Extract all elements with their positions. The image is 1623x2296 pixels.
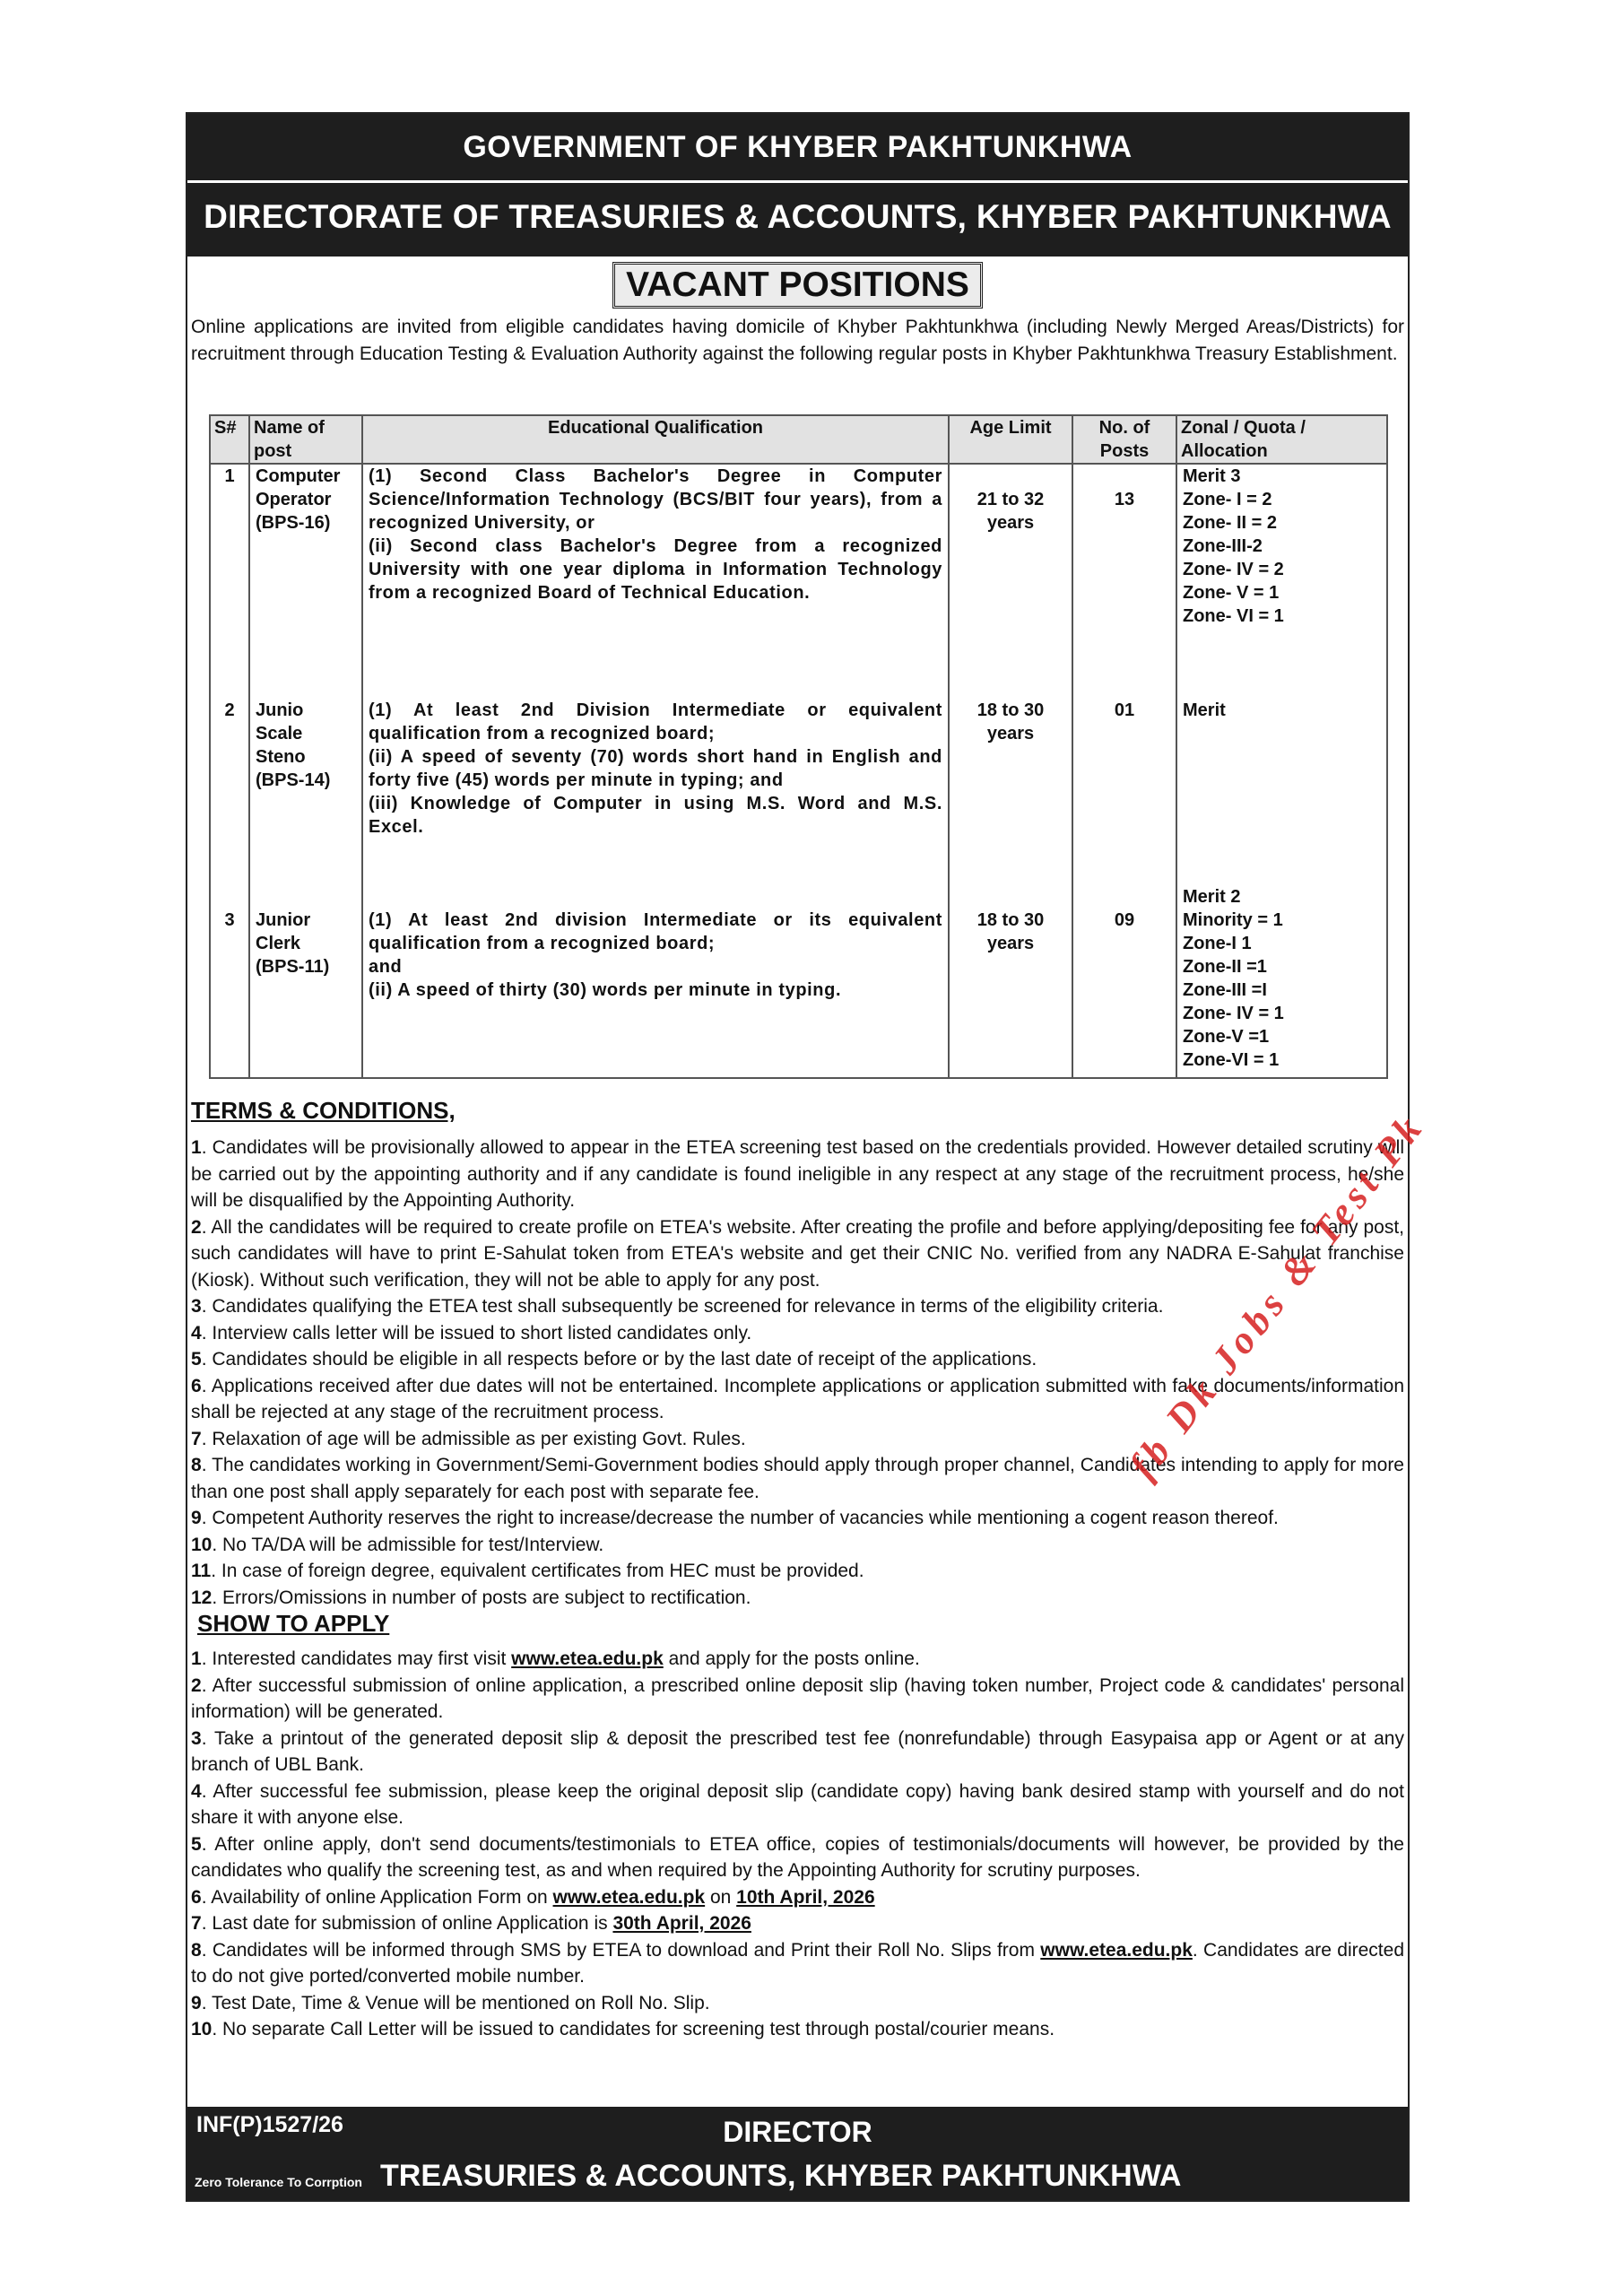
table-header-row xyxy=(210,415,1387,464)
row1-age-line: 21 to 32 xyxy=(976,490,1045,509)
zone-line: Zone-III-2 xyxy=(1183,536,1263,556)
zone-line: Zone- IV = 2 xyxy=(1183,560,1284,579)
row2-name xyxy=(249,699,362,885)
list-item: 2. All the candidates will be required to create profile on ETEA's website. After creating the profile and before applying/depositing fee for any post, such candidates will have to print E-Sahulat token from ETEA's website and get their CNIC No. verified from any NADRA E-Sahulat franchise (Kiosk). Without such verification, they will not be able to apply for any post. xyxy=(191,1216,1404,1291)
row3-posts: 09 xyxy=(1072,885,1176,1078)
table-row xyxy=(210,885,1387,1078)
list-item: 1. Interested candidates may first visit www.etea.edu.pk and apply for the posts online. xyxy=(191,1648,920,1669)
page-title: VACANT POSITIONS xyxy=(612,262,983,309)
etea-link[interactable]: www.etea.edu.pk xyxy=(552,1886,706,1908)
row3-edu-item: (ii) A speed of thirty (30) words per minute in typing. xyxy=(369,980,842,1000)
row3-age-line: 18 to 30 xyxy=(976,910,1045,930)
row2-zone xyxy=(1176,699,1387,885)
list-item: 9. Competent Authority reserves the right to increase/decrease the number of vacancies while mentioning a cogent reason thereof. xyxy=(191,1508,1279,1528)
row1-sn: 1 xyxy=(210,464,249,699)
terms-heading: TERMS & CONDITIONS, xyxy=(191,1097,456,1124)
row2-posts: 01 xyxy=(1072,699,1176,885)
zero-tolerance-note: Zero Tolerance To Corrption xyxy=(195,2175,362,2189)
department-name: TREASURIES & ACCOUNTS, KHYBER PAKHTUNKHWA xyxy=(380,2159,1182,2193)
zone-line: Merit 3 xyxy=(1183,466,1241,486)
row2-edu-item: (1) At least 2nd Division Intermediate or equivalent qualification from a recognized board; xyxy=(369,700,942,744)
list-item: 4. After successful fee submission, please keep the original deposit slip (candidate copy) having bank desired stamp with yourself and do not share it with anyone else. xyxy=(191,1780,1404,1828)
zone-line: Zone- VI = 1 xyxy=(1183,606,1284,626)
row1-name-line: Operator xyxy=(256,490,332,509)
header-education: Educational Qualification xyxy=(362,415,949,464)
list-item: 10. No TA/DA will be admissible for test/Interview. xyxy=(191,1534,604,1555)
row1-name xyxy=(249,464,362,699)
zone-line: Zone- V = 1 xyxy=(1183,583,1280,603)
header-name: Name of post xyxy=(249,415,362,464)
list-item: 4. Interview calls letter will be issued to short listed candidates only. xyxy=(191,1322,752,1344)
row2-sn: 2 xyxy=(210,699,249,885)
list-item: 8. Candidates will be informed through SMS by ETEA to download and Print their Roll No. Slips from www.etea.edu.pk. Candidates are directed to do not give ported/converted mobile number. xyxy=(191,1939,1404,1987)
list-item: 12. Errors/Omissions in number of posts are subject to rectification. xyxy=(191,1587,751,1608)
row1-name-line: Computer xyxy=(256,466,341,486)
zone-line: Merit xyxy=(1183,700,1226,720)
list-item: 1. Candidates will be provisionally allowed to appear in the ETEA screening test based on the credentials provided. However detailed scrutiny will be carried out by the appointing authority and if any candidate is found ineligible in any respect at any stage of the recruitment process, he/she will be disqualified by the Appointing Authority. xyxy=(191,1137,1404,1211)
header-posts: No. of Posts xyxy=(1072,415,1176,464)
row1-zone xyxy=(1176,464,1387,699)
list-item: 6. Applications received after due dates will not be entertained. Incomplete applications or application submitted with fake documents/information shall be rejected at any stage of the recruitment process. xyxy=(191,1375,1404,1422)
row1-name-line: (BPS-16) xyxy=(256,513,331,533)
zone-line: Merit 2 xyxy=(1183,887,1241,907)
posts-table xyxy=(209,414,1388,1079)
row3-age-line: years xyxy=(986,934,1035,953)
list-item: 10. No separate Call Letter will be issued to candidates for screening test through postal/courier means. xyxy=(191,2019,1055,2039)
row1-age xyxy=(949,464,1072,699)
list-item: 9. Test Date, Time & Venue will be mentioned on Roll No. Slip. xyxy=(191,1992,710,2013)
row2-name-line: Scale xyxy=(256,724,303,744)
row3-sn: 3 xyxy=(210,885,249,1078)
list-item: 3. Candidates qualifying the ETEA test shall subsequently be screened for relevance in terms of the eligibility criteria. xyxy=(191,1296,1164,1317)
zone-line: Zone- II = 2 xyxy=(1183,513,1278,533)
table-row xyxy=(210,464,1387,699)
row1-edu-item: (1) Second Class Bachelor's Degree in Computer Science/Information Technology (BCS/BIT four years), from a recognized University, or xyxy=(369,466,942,533)
directorate-header: DIRECTORATE OF TREASURIES & ACCOUNTS, KHYBER PAKHTUNKHWA xyxy=(187,180,1408,257)
row2-age-line: 18 to 30 xyxy=(976,700,1045,720)
list-item: 6. Availability of online Application Form on www.etea.edu.pk on 10th April, 2026 xyxy=(191,1886,875,1908)
row2-edu-item: (ii) A speed of seventy (70) words short hand in English and forty five (45) words per minute in typing; and xyxy=(369,747,942,790)
zone-line: Zone- I = 2 xyxy=(1183,490,1272,509)
availability-date: 10th April, 2026 xyxy=(736,1886,875,1908)
advertisement-page xyxy=(186,112,1434,2202)
header-zone: Zonal / Quota / Allocation xyxy=(1176,415,1387,464)
row2-age-line: years xyxy=(986,724,1035,744)
list-item: 5. After online apply, don't send documents/testimonials to ETEA office, copies of testimonials/documents will however, be provided by the candidates who qualify the screening test, as and when required by the Appointing Authority for scrutiny purposes. xyxy=(191,1833,1404,1881)
header-age: Age Limit xyxy=(949,415,1072,464)
row3-name-line: Junior xyxy=(256,910,311,930)
etea-link[interactable]: www.etea.edu.pk xyxy=(511,1648,664,1669)
list-item: 2. After successful submission of online application, a prescribed online deposit slip (having token number, Project code & candidates' personal information) will be generated. xyxy=(191,1674,1404,1722)
row3-education xyxy=(362,885,949,1078)
zone-line: Zone-II =1 xyxy=(1183,957,1267,977)
zone-line: Minority = 1 xyxy=(1183,910,1283,930)
header-sn: S# xyxy=(210,415,249,464)
row3-name xyxy=(249,885,362,1078)
apply-list xyxy=(191,1646,1404,2043)
table-row xyxy=(210,699,1387,885)
row2-name-line: Junio xyxy=(256,700,304,720)
zone-line: Zone- IV = 1 xyxy=(1183,1004,1284,1023)
row3-edu-item: (1) At least 2nd division Intermediate or its equivalent qualification from a recognized board; xyxy=(369,910,942,953)
zone-line: Zone-V =1 xyxy=(1183,1027,1270,1047)
row1-education xyxy=(362,464,949,699)
row1-age-line: years xyxy=(986,513,1035,533)
watermark: fb Dk Jobs & Test Pk xyxy=(1120,1103,1434,1487)
zone-line: Zone-I 1 xyxy=(1183,934,1252,953)
list-item: 11. In case of foreign degree, equivalent certificates from HEC must be provided. xyxy=(191,1561,864,1581)
director-title: DIRECTOR xyxy=(723,2116,872,2148)
list-item: 7. Relaxation of age will be admissible as per existing Govt. Rules. xyxy=(191,1428,746,1449)
row3-zone xyxy=(1176,885,1387,1078)
list-item: 7. Last date for submission of online Application is 30th April, 2026 xyxy=(191,1913,751,1934)
row2-education xyxy=(362,699,949,885)
row2-name-line: Steno xyxy=(256,747,306,767)
list-item: 8. The candidates working in Government/Semi-Government bodies should apply through proper channel, Candidates intending to apply for more than one post shall apply separately for each post with separate fee. xyxy=(191,1455,1404,1502)
footer xyxy=(187,2107,1408,2200)
last-date: 30th April, 2026 xyxy=(612,1913,751,1934)
row2-edu-item: (iii) Knowledge of Computer in using M.S. Word and M.S. Excel. xyxy=(369,794,942,837)
row3-name-line: Clerk xyxy=(256,934,301,953)
row3-name-line: (BPS-11) xyxy=(256,957,330,977)
apply-heading: SHOW TO APPLY xyxy=(197,1610,390,1637)
etea-link[interactable]: www.etea.edu.pk xyxy=(1040,1939,1193,1961)
row1-posts: 13 xyxy=(1072,464,1176,699)
list-item: 5. Candidates should be eligible in all respects before or by the last date of receipt of the applications. xyxy=(191,1349,1037,1370)
row1-edu-item: (ii) Second class Bachelor's Degree from a recognized University with one year diploma in Information Technology from a recognized Board of Technical Education. xyxy=(369,536,942,603)
row3-age xyxy=(949,885,1072,1078)
zone-line: Zone-III =I xyxy=(1183,980,1267,1000)
row2-age xyxy=(949,699,1072,885)
row2-name-line: (BPS-14) xyxy=(256,770,331,790)
government-header: GOVERNMENT OF KHYBER PAKHTUNKHWA xyxy=(187,114,1408,180)
intro-paragraph: Online applications are invited from eligible candidates having domicile of Khyber Pakhtunkhwa (including Newly Merged Areas/Districts) for recruitment through Education Testing & Evaluation Authority against the following regular posts in Khyber Pakhtunkhwa Treasury Establishment. xyxy=(191,317,1404,364)
list-item: 3. Take a printout of the generated deposit slip & deposit the prescribed test fee (nonrefundable) through Easypaisa app or Agent or at any branch of UBL Bank. xyxy=(191,1727,1404,1775)
zone-line: Zone-VI = 1 xyxy=(1183,1050,1280,1070)
reference-number: INF(P)1527/26 xyxy=(196,2112,343,2137)
row3-edu-item: and xyxy=(369,957,403,977)
